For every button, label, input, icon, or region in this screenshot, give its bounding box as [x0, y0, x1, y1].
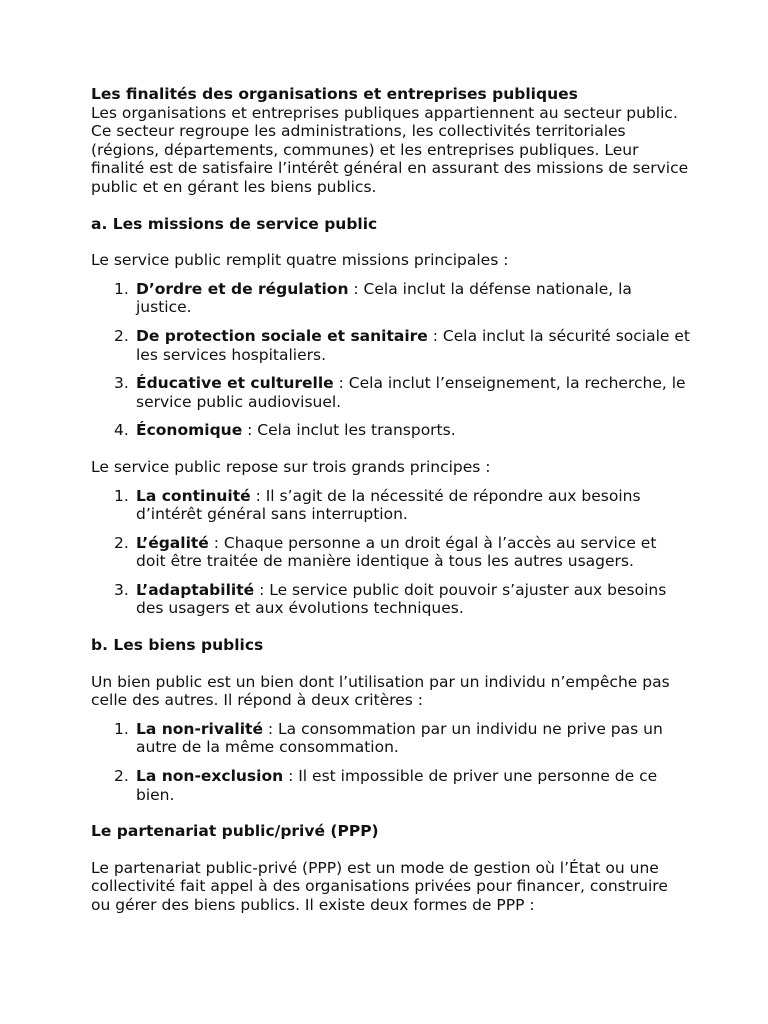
list-text: : Cela inclut la sécurité sociale et les services hospitaliers.: [136, 326, 690, 364]
list-term: La non-rivalité: [136, 719, 263, 738]
list-item: [114, 374, 691, 411]
list-item: [114, 487, 691, 524]
document-page: [91, 85, 691, 915]
list-item: [114, 534, 691, 571]
list-number: 2.: [114, 326, 129, 345]
list-item: [114, 327, 691, 364]
list-text: : La consommation par un individu ne prive pas un autre de la même consommation.: [136, 719, 663, 757]
list-number: 1.: [114, 719, 129, 738]
list-term: L’adaptabilité: [136, 580, 255, 599]
list-number: 2.: [114, 767, 129, 786]
list-item: [114, 581, 691, 618]
list-item: [114, 421, 691, 440]
list-number: 1.: [114, 279, 129, 298]
list-text: : Cela inclut les transports.: [242, 421, 456, 440]
list-text: : Cela inclut la défense nationale, la justice.: [136, 279, 632, 317]
list-term: Éducative et culturelle: [136, 374, 334, 393]
list-text: : Il est impossible de priver une personne de ce bien.: [136, 767, 658, 804]
missions-lead: Le service public remplit quatre missions principales :: [91, 251, 509, 270]
intro-paragraph: Les organisations et entreprises publiques appartiennent au secteur public. Ce secteur regroupe les administrations, les collectivités territoriales (régions, départements, communes) et les entreprises publiques. Leur finalité est de satisfaire l’intérêt général en assurant des missions de service public et en gérant les biens publics.: [91, 103, 689, 196]
list-term: D’ordre et de régulation: [136, 279, 349, 298]
list-number: 2.: [114, 533, 129, 552]
list-text: : Il s’agit de la nécessité de répondre aux besoins d’intérêt général sans interruption.: [136, 486, 641, 524]
list-term: Économique: [136, 421, 243, 440]
missions-list: [91, 280, 691, 440]
list-text: : Chaque personne a un droit égal à l’accès au service et doit être traitée de manière identique à tous les autres usagers.: [136, 533, 657, 571]
list-term: La continuité: [136, 486, 251, 505]
list-term: De protection sociale et sanitaire: [136, 326, 428, 345]
list-item: [114, 280, 691, 317]
list-text: : Cela inclut l’enseignement, la recherche, le service public audiovisuel.: [136, 374, 686, 411]
document-title: Les finalités des organisations et entreprises publiques: [91, 85, 578, 103]
list-number: 4.: [114, 421, 129, 440]
list-number: 1.: [114, 486, 129, 505]
section-b-heading: b. Les biens publics: [91, 636, 264, 655]
principles-list: [91, 487, 691, 619]
list-number: 3.: [114, 580, 129, 599]
biens-publics-lead: Un bien public est un bien dont l’utilisation par un individu n’empêche pas celle des autres. Il répond à deux critères :: [91, 672, 670, 710]
ppp-paragraph: Le partenariat public-privé (PPP) est un mode de gestion où l’État ou une collectivité fait appel à des organisations privées pour financer, construire ou gérer des biens publics. Il existe deux formes de PPP :: [91, 858, 668, 914]
section-a-heading: a. Les missions de service public: [91, 214, 378, 233]
list-number: 3.: [114, 374, 129, 393]
list-item: [114, 720, 691, 757]
criteria-list: [91, 720, 691, 804]
list-text: : Le service public doit pouvoir s’ajuster aux besoins des usagers et aux évolutions techniques.: [136, 580, 667, 618]
list-term: L’égalité: [136, 533, 209, 552]
list-term: La non-exclusion: [136, 767, 284, 786]
principles-lead: Le service public repose sur trois grands principes :: [91, 457, 491, 476]
list-item: [114, 767, 691, 804]
ppp-heading: Le partenariat public/privé (PPP): [91, 822, 379, 841]
